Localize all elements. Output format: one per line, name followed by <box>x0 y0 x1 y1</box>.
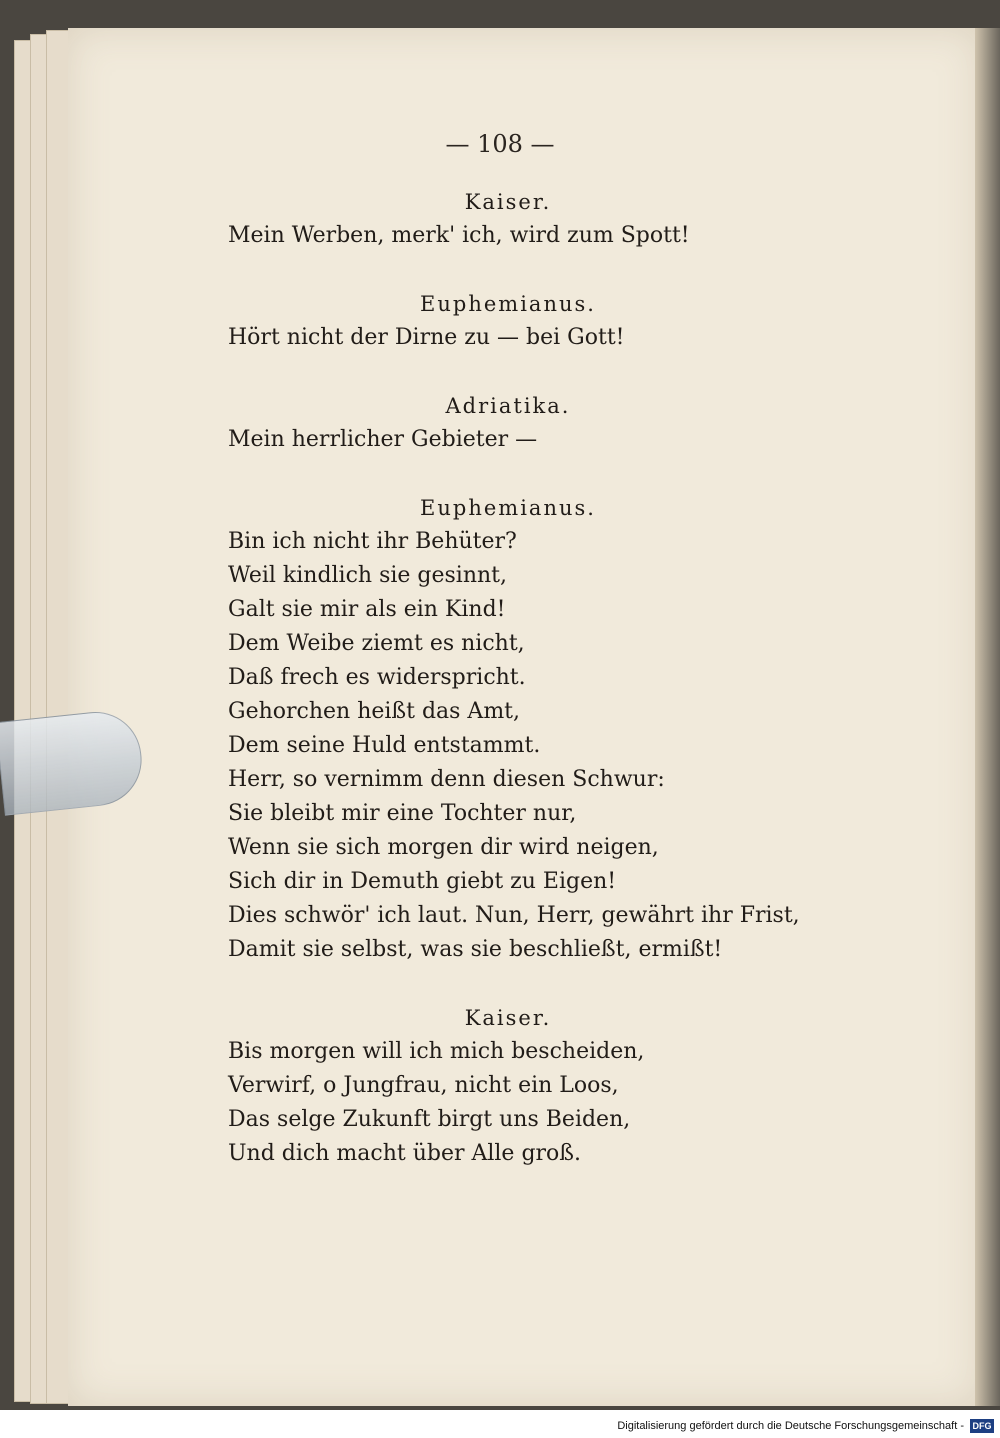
verse-line: Bis morgen will ich mich bescheiden, <box>228 1039 645 1064</box>
verse-line: Galt sie mir als ein Kind! <box>228 597 506 622</box>
verse-line: Verwirf, o Jungfrau, nicht ein Loos, <box>228 1073 619 1098</box>
verse-line: Mein herrlicher Gebieter — <box>228 427 538 452</box>
verse-line: Dies schwör' ich laut. Nun, Herr, gewährt ihr Frist, <box>228 903 800 928</box>
verse-line: Dem seine Huld entstammt. <box>228 733 541 758</box>
speaker-name: Euphemianus. <box>420 292 596 316</box>
page-gutter-shadow <box>975 28 1000 1406</box>
page-text <box>228 185 800 1171</box>
verse-line: Das selge Zukunft birgt uns Beiden, <box>228 1107 631 1132</box>
verse-line: Sie bleibt mir eine Tochter nur, <box>228 801 577 826</box>
verse-line: Dem Weibe ziemt es nicht, <box>228 631 525 656</box>
speaker-name: Adriatika. <box>445 394 571 418</box>
verse-line: Herr, so vernimm denn diesen Schwur: <box>228 767 665 792</box>
page-number: — 108 — <box>445 130 555 158</box>
verse-line: Gehorchen heißt das Amt, <box>228 699 521 724</box>
verse-line: Bin ich nicht ihr Behüter? <box>228 529 517 554</box>
speaker-name: Kaiser. <box>464 1006 552 1030</box>
funding-footer: Digitalisierung gefördert durch die Deutsche Forschungsgemeinschaft - <box>617 1420 964 1432</box>
dfg-logo: DFG <box>970 1419 994 1433</box>
verse-line: Sich dir in Demuth giebt zu Eigen! <box>228 869 617 894</box>
verse-line: Daß frech es widerspricht. <box>228 665 526 690</box>
verse-line: Hört nicht der Dirne zu — bei Gott! <box>228 325 625 350</box>
verse-line: Weil kindlich sie gesinnt, <box>228 563 508 588</box>
speaker-name: Euphemianus. <box>420 496 596 520</box>
verse-line: Wenn sie sich morgen dir wird neigen, <box>228 835 659 860</box>
speaker-name: Kaiser. <box>464 190 552 214</box>
verse-line: Und dich macht über Alle groß. <box>228 1141 581 1166</box>
verse-line: Mein Werben, merk' ich, wird zum Spott! <box>228 223 690 248</box>
verse-line: Damit sie selbst, was sie beschließt, ermißt! <box>228 937 723 962</box>
